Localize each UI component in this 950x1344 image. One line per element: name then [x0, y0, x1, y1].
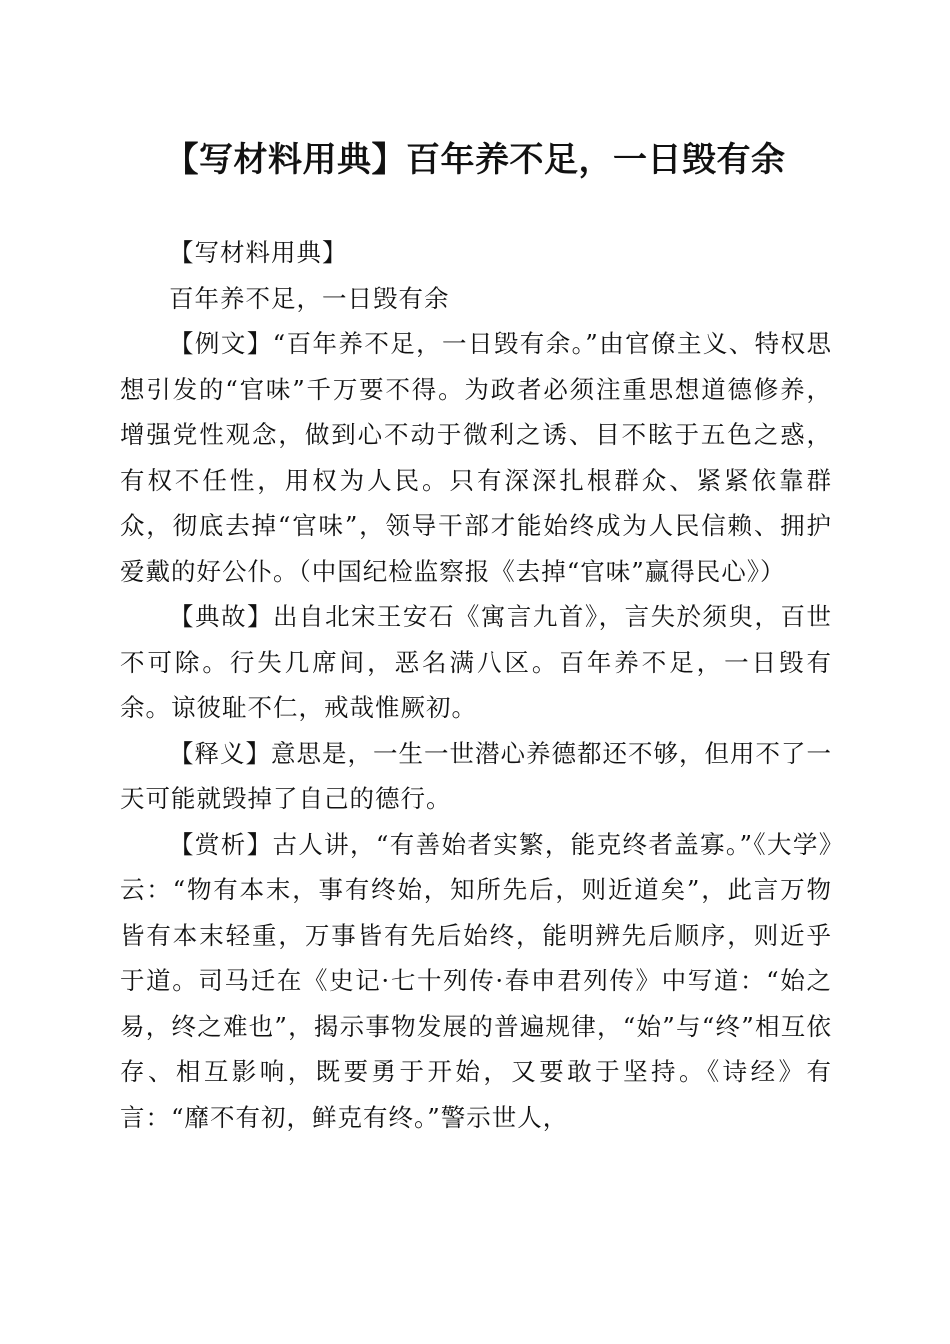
section-text: 意思是，一生一世潜心养德都还不够，但用不了一天可能就毁掉了自己的德行。: [120, 738, 832, 813]
header-phrase-line: [120, 276, 832, 322]
section-label: 【例文】: [169, 329, 273, 358]
header-phrase: 百年养不足，一日毁有余: [169, 283, 450, 313]
document-title: 【写材料用典】百年养不足，一日毁有余: [164, 140, 786, 180]
section-text: “百年养不足，一日毁有余。”由官僚主义、特权思想引发的“官味”千万要不得。为政者必须注重思想道德修养，增强党性观念，做到心不动于微利之诱、目不眩于五色之惑，有权不任性，用权为人民。只有深深扎根群众、紧紧依靠群众，彻底去掉“官味”，领导干部才能始终成为人民信赖、拥护爱戴的好公仆。（中国纪检监察报《去掉“官味”赢得民心》）: [120, 329, 832, 586]
section-label: 【释义】: [169, 738, 271, 768]
document-body: [120, 230, 832, 1140]
section-label: 【典故】: [169, 602, 273, 631]
section-text: 出自北宋王安石《寓言九首》，言失於须臾，百世不可除。行失几席间，恶名满八区。百年养不足，一日毁有余。谅彼耻不仁，戒哉惟厥初。: [120, 602, 833, 722]
header-tag: 【写材料用典】: [169, 238, 348, 267]
header-tag-line: [120, 230, 832, 276]
allusion-paragraph: [120, 594, 832, 731]
section-text: 古人讲，“有善始者实繁，能克终者盖寡。”《大学》云：“物有本末，事有终始，知所先后，则近道矣”，此言万物皆有本末轻重，万事皆有先后始终，能明辨先后顺序，则近乎于道。司马迁在《史记·七十列传·春申君列传》中写道：“始之易，终之难也”，揭示事物发展的普遍规律，“始”与“终”相互依存、相互影响，既要勇于开始，又要敢于坚持。《诗经》有言：“靡不有初，鲜克有终。”警示世人，: [120, 829, 832, 1132]
appreciation-paragraph: [120, 822, 832, 1141]
meaning-paragraph: [120, 731, 832, 822]
example-paragraph: [120, 321, 832, 594]
section-label: 【赏析】: [169, 829, 273, 859]
